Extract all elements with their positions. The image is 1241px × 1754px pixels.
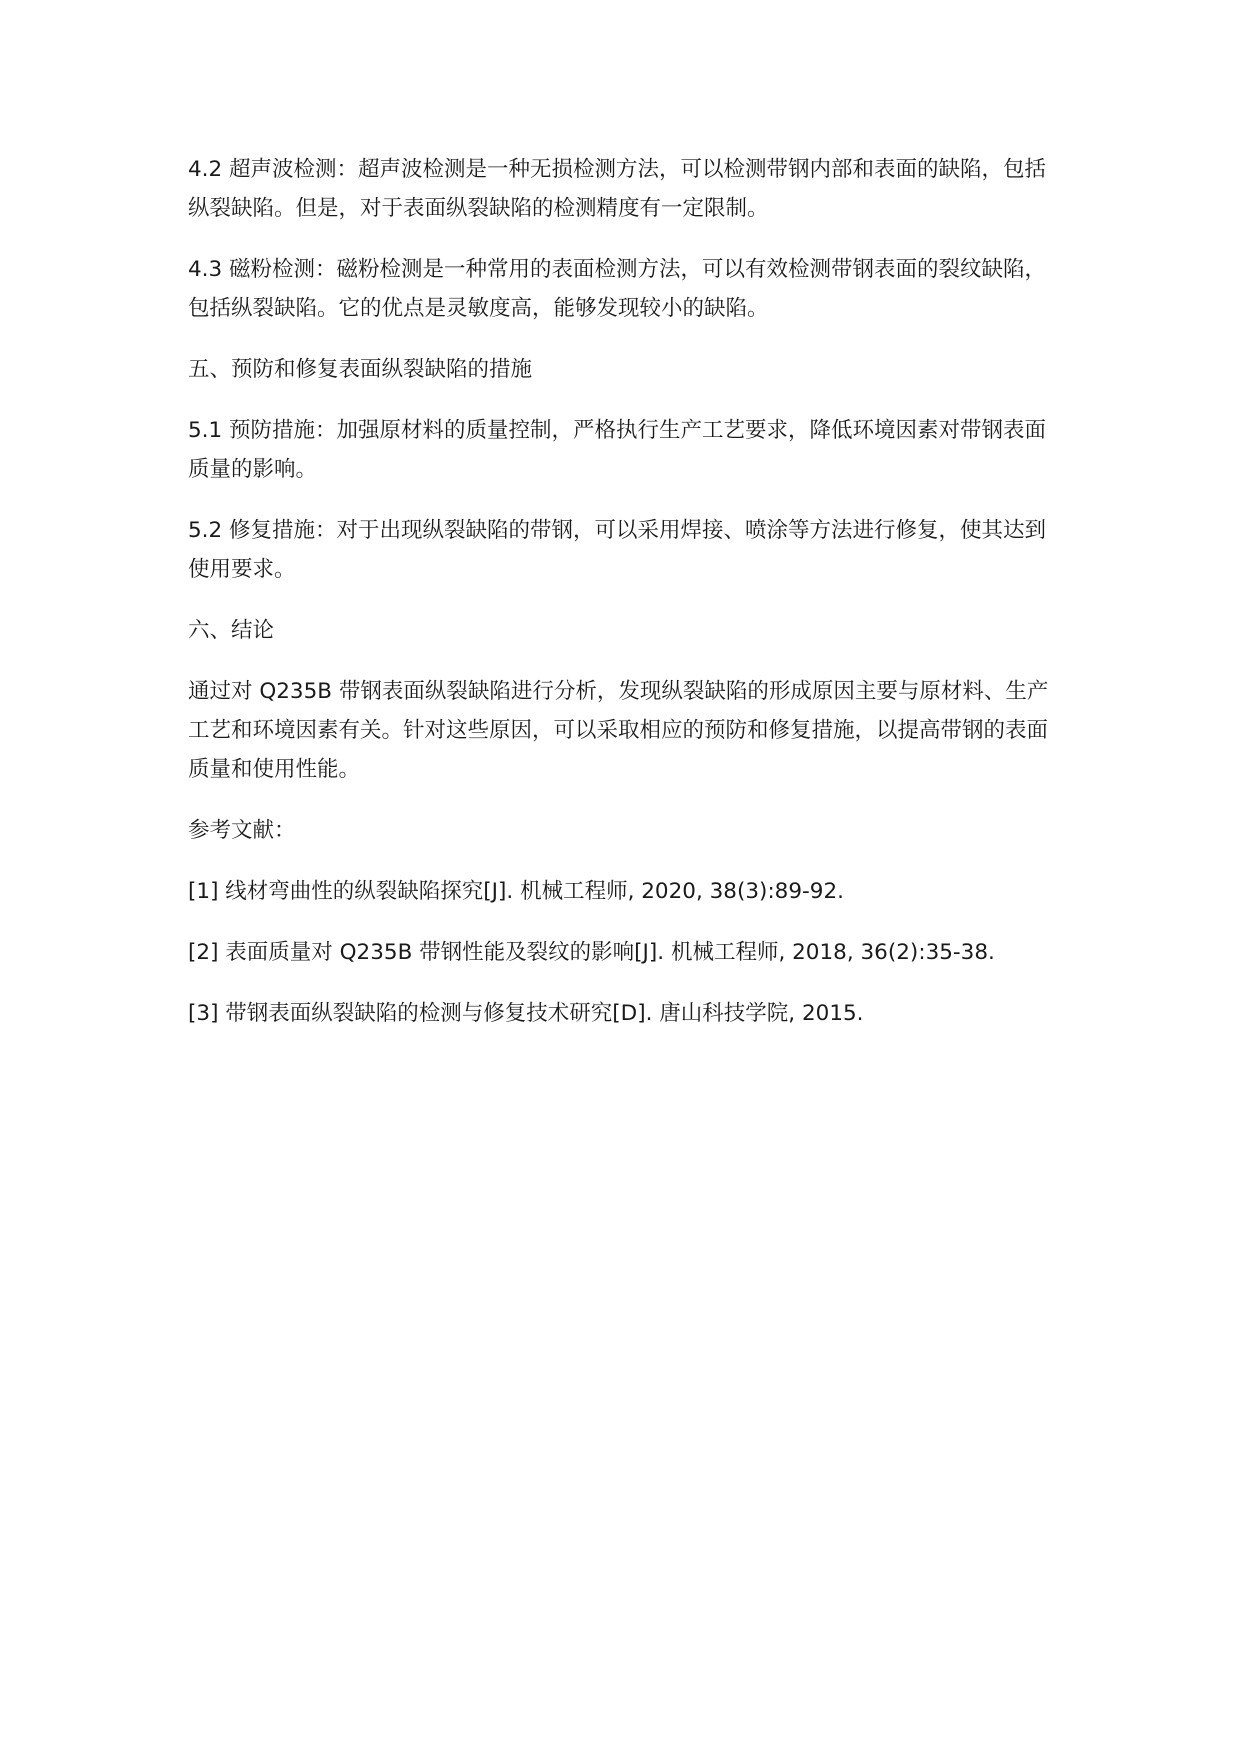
reference-item-2: [2] 表面质量对 Q235B 带钢性能及裂纹的影响[J]. 机械工程师, 2018, 36(2):35-38. <box>188 940 995 965</box>
section-4-2-ultrasonic: 4.2 超声波检测：超声波检测是一种无损检测方法，可以检测带钢内部和表面的缺陷，包括纵裂缺陷。但是，对于表面纵裂缺陷的检测精度有一定限制。 <box>188 157 1047 221</box>
reference-item-1: [1] 线材弯曲性的纵裂缺陷探究[J]. 机械工程师, 2020, 38(3):89-92. <box>188 879 844 904</box>
section-5-heading: 五、预防和修复表面纵裂缺陷的措施 <box>188 357 533 382</box>
document-page <box>188 150 1060 1055</box>
section-4-3-magnetic: 4.3 磁粉检测：磁粉检测是一种常用的表面检测方法，可以有效检测带钢表面的裂纹缺陷，包括纵裂缺陷。它的优点是灵敏度高，能够发现较小的缺陷。 <box>188 257 1047 321</box>
section-5-2-repair: 5.2 修复措施：对于出现纵裂缺陷的带钢，可以采用焊接、喷涂等方法进行修复，使其达到使用要求。 <box>188 518 1047 582</box>
conclusion-paragraph: 通过对 Q235B 带钢表面纵裂缺陷进行分析，发现纵裂缺陷的形成原因主要与原材料、生产工艺和环境因素有关。针对这些原因，可以采取相应的预防和修复措施，以提高带钢的表面质量和使用性能。 <box>188 679 1049 782</box>
section-5-1-prevention: 5.1 预防措施：加强原材料的质量控制，严格执行生产工艺要求，降低环境因素对带钢表面质量的影响。 <box>188 418 1047 482</box>
section-6-heading: 六、结论 <box>188 618 275 643</box>
reference-item-3: [3] 带钢表面纵裂缺陷的检测与修复技术研究[D]. 唐山科技学院, 2015. <box>188 1001 864 1026</box>
references-heading: 参考文献： <box>188 818 296 843</box>
